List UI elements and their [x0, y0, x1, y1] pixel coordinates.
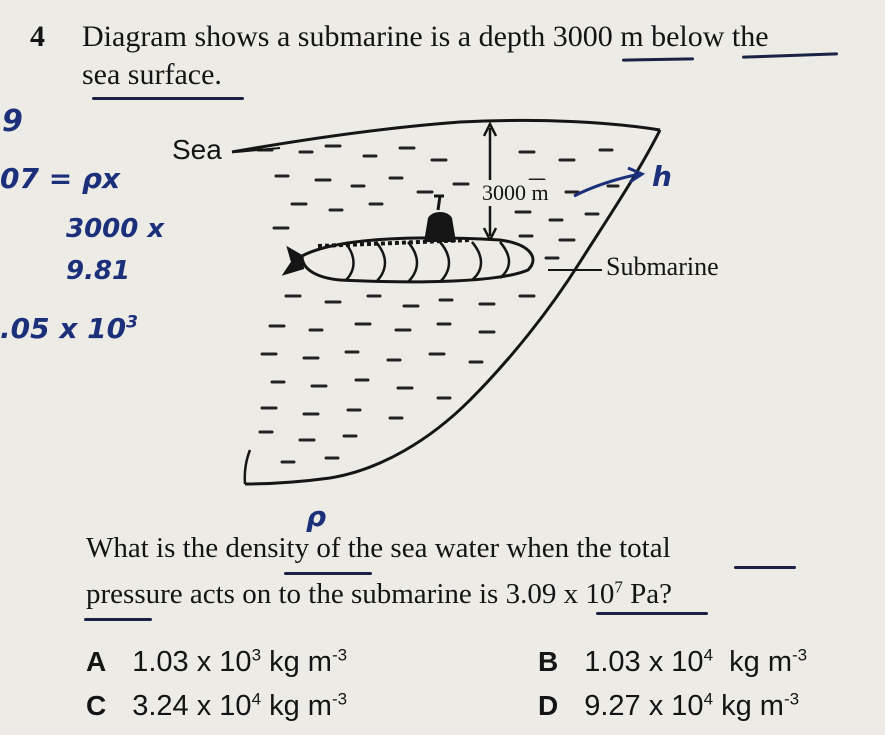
underline-total — [734, 566, 796, 569]
prompt-line1: What is the density of the sea water when the total — [86, 532, 671, 564]
underline-pressure — [84, 618, 152, 621]
option-value: 1.03 x $10^4$ kg $m^{-3}$ — [584, 645, 808, 678]
depth-label: 3000 m — [482, 180, 549, 205]
prompt-line2: pressure acts on to the submarine is 3.09 x $10^7$ Pa? — [86, 577, 672, 610]
underline-value — [596, 612, 708, 615]
margin-note-1: 9 — [2, 104, 23, 139]
option-letter: C — [86, 690, 107, 721]
option-letter: D — [538, 690, 559, 721]
question-text-line2: sea surface. — [82, 58, 222, 91]
handwritten-h: h — [652, 160, 672, 193]
option-b[interactable] — [538, 646, 807, 679]
option-letter: A — [86, 646, 107, 677]
margin-note-2: 07 = ρx — [0, 162, 121, 195]
underline-density — [284, 572, 372, 575]
option-value: 3.24 x $10^4$ kg $m^{-3}$ — [132, 689, 348, 722]
handwritten-rho: ρ — [306, 500, 327, 533]
option-letter: B — [538, 646, 559, 677]
sea-label: Sea — [172, 134, 222, 165]
option-a[interactable] — [86, 646, 347, 679]
option-d[interactable] — [538, 690, 799, 723]
margin-note-3: 3000 x — [66, 214, 165, 244]
question-number: 4 — [30, 20, 45, 53]
margin-note-5: .05 x $10^3$ — [0, 312, 138, 345]
submarine-label: Submarine — [606, 252, 719, 281]
option-c[interactable] — [86, 690, 347, 723]
question-text-line1: Diagram shows a submarine is a depth 3000 m below the — [82, 20, 769, 53]
option-value: 1.03 x $10^3$ kg $m^{-3}$ — [132, 645, 348, 678]
option-value: 9.27 x $10^4$ kg $m^{-3}$ — [584, 689, 800, 722]
margin-note-4: 9.81 — [66, 256, 131, 286]
